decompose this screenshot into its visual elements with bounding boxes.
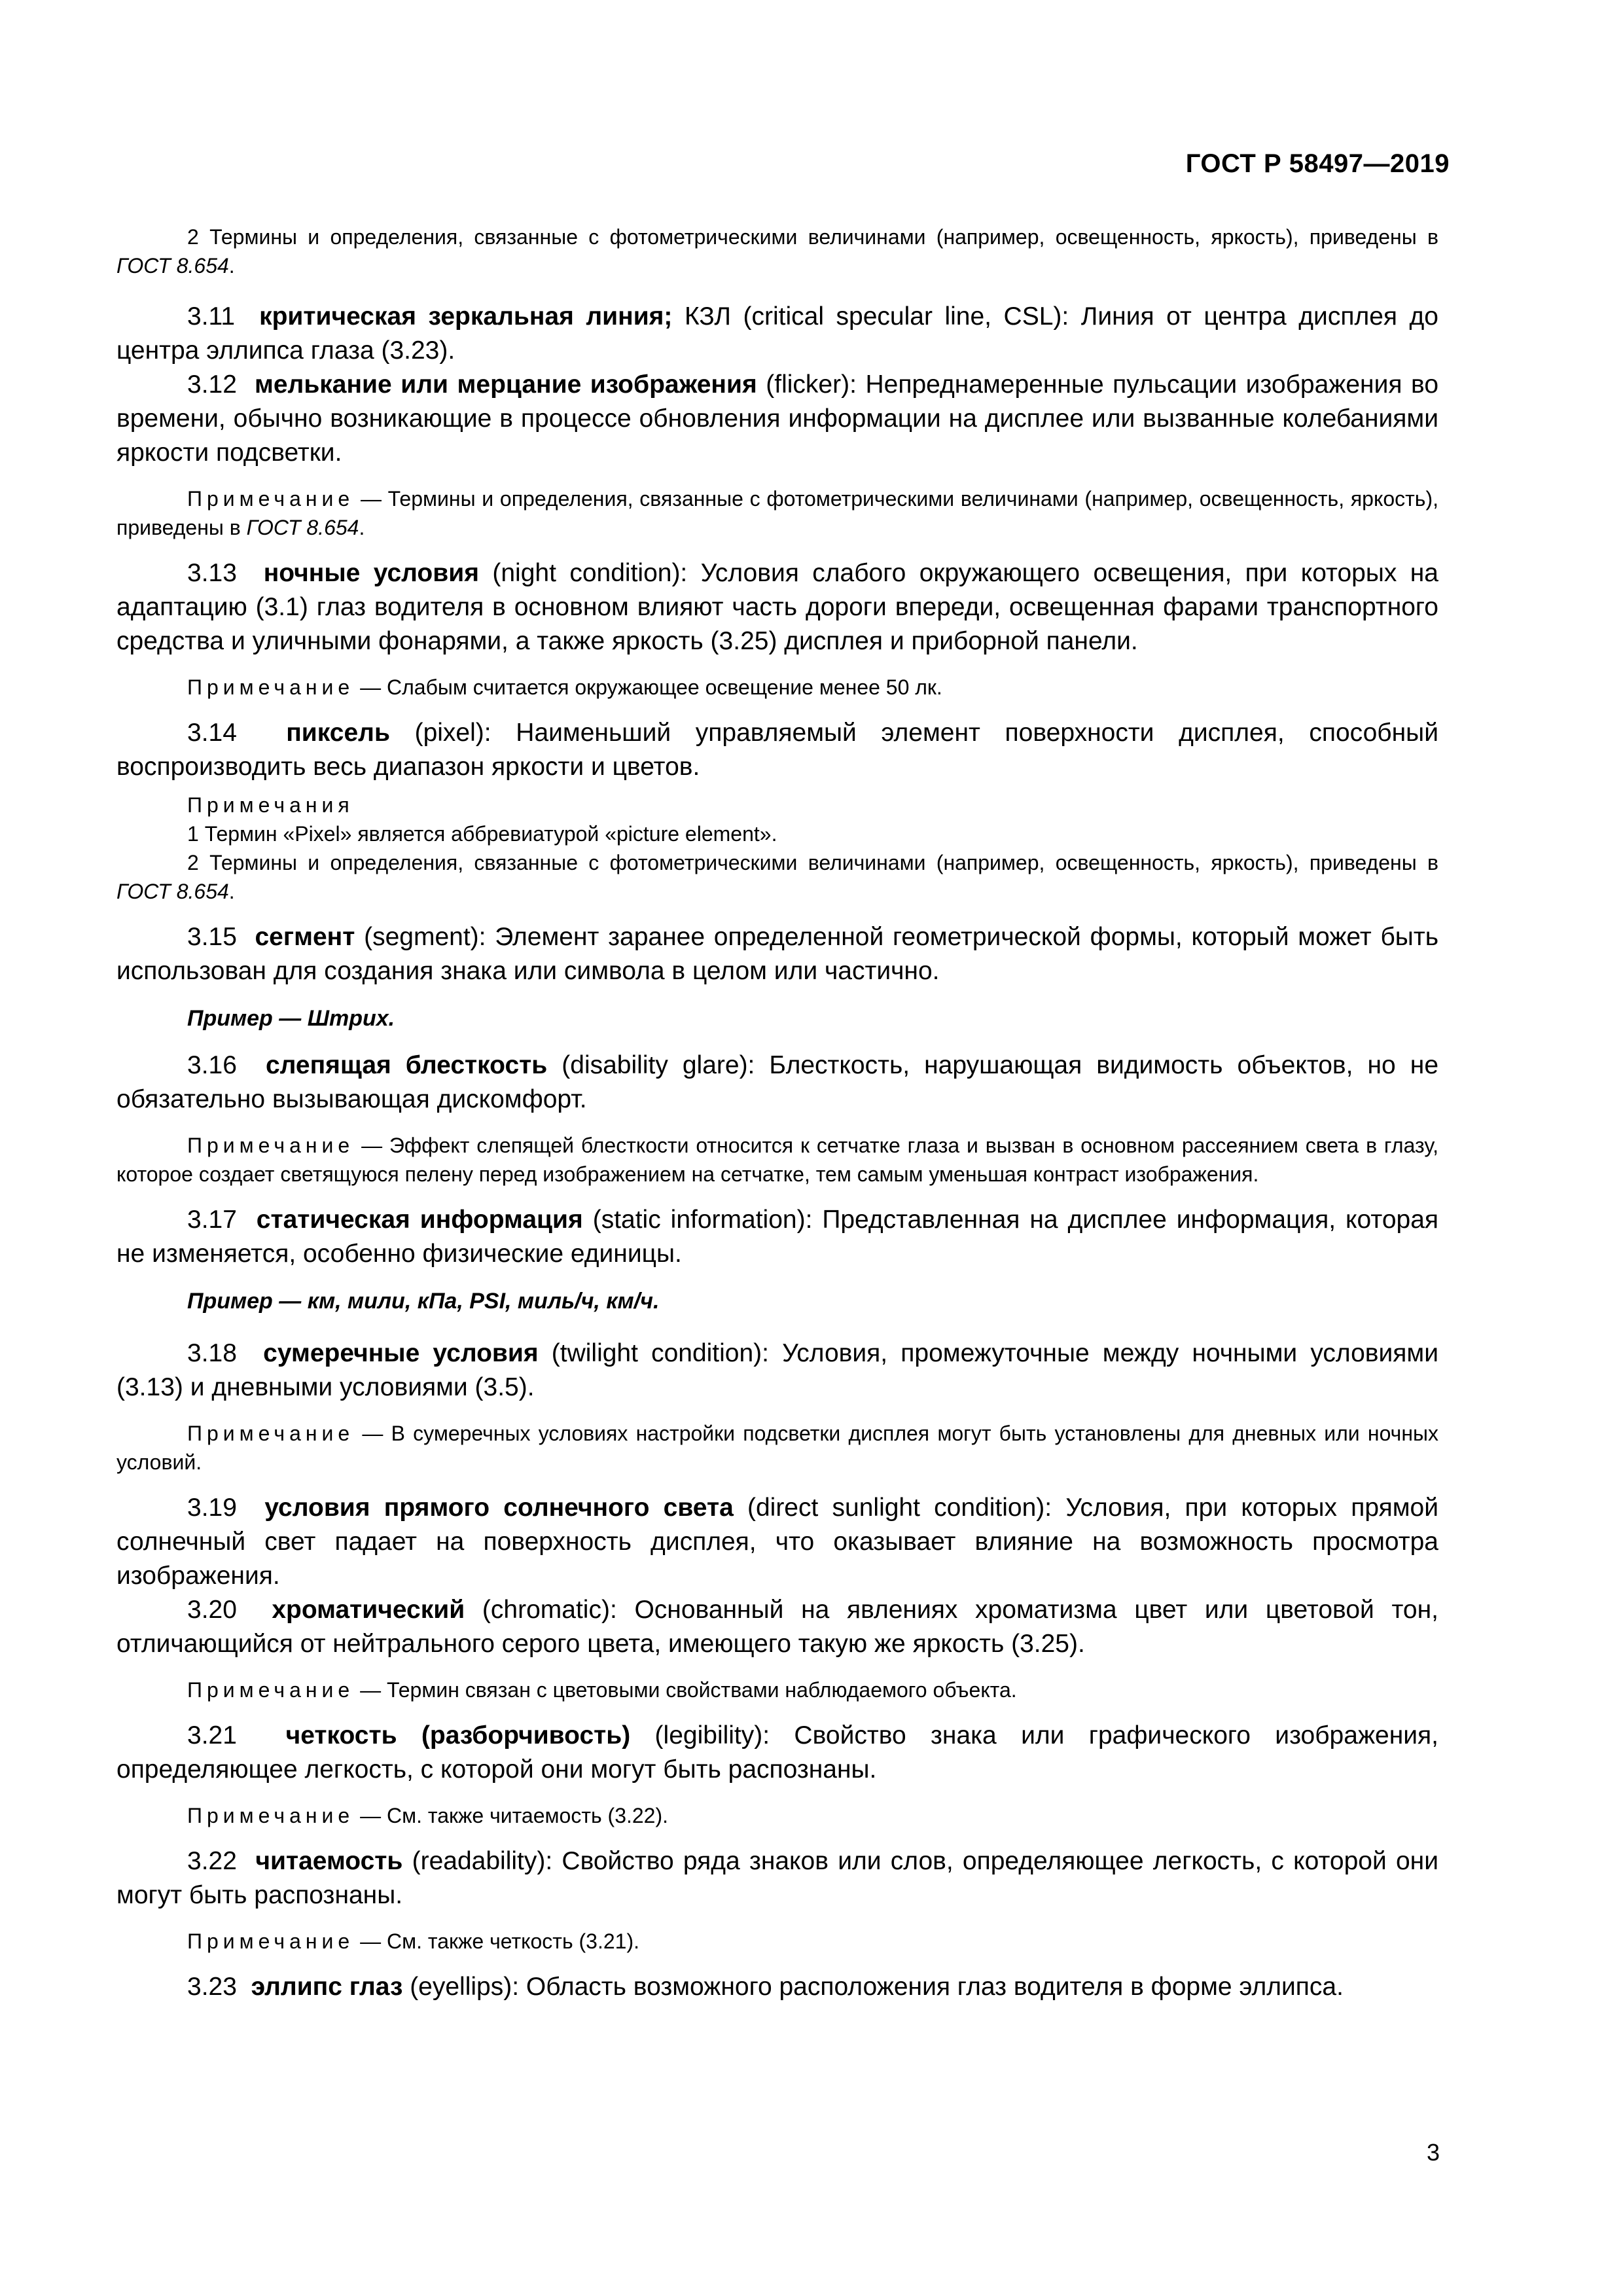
term-name: пиксель bbox=[286, 719, 390, 747]
note-3-13 bbox=[116, 673, 1438, 702]
note-text: — Слабым считается окружающее освещение менее 50 лк. bbox=[354, 675, 942, 699]
term-number: 3.19 bbox=[187, 1494, 237, 1522]
note-3-21 bbox=[116, 1801, 1438, 1830]
term-name: условия прямого солнечного света bbox=[264, 1494, 734, 1522]
note-text: 2 Термины и определения, связанные с фотометрическими величинами (например, освещенность, яркость), приведены в bbox=[187, 851, 1438, 874]
term-name: читаемость bbox=[255, 1847, 403, 1875]
note-label: Примечания bbox=[187, 793, 354, 817]
note-label: Примечание bbox=[187, 1678, 355, 1702]
term-number: 3.16 bbox=[187, 1051, 237, 1079]
term-3-20 bbox=[116, 1593, 1438, 1661]
term-definition: (direct sunlight condition): Условия, при которых прямой солнечный свет падает на поверхность дисплея, что оказывает влияние на возможность просмотра изображения. bbox=[116, 1494, 1438, 1590]
note-3-22 bbox=[116, 1927, 1438, 1956]
note-label: Примечание bbox=[187, 487, 355, 511]
term-name: хроматический bbox=[272, 1596, 465, 1624]
term-3-11 bbox=[116, 300, 1438, 368]
note-label: Примечание bbox=[187, 1422, 355, 1445]
note-3-18 bbox=[116, 1419, 1438, 1477]
term-number: 3.22 bbox=[187, 1847, 237, 1875]
note-reference: ГОСТ 8.654 bbox=[246, 516, 359, 539]
term-definition: (readability): Свойство ряда знаков или слов, определяющее легкость, с которой они могут быть распознаны. bbox=[116, 1847, 1438, 1909]
term-number: 3.18 bbox=[187, 1339, 237, 1367]
term-number: 3.12 bbox=[187, 370, 237, 399]
example-3-17: Пример — км, мили, кПа, PSI, миль/ч, км/ч. bbox=[187, 1289, 660, 1314]
term-3-19 bbox=[116, 1491, 1438, 1593]
note-3-12: Примечание — Термины и определения, связанные с фотометрическими величинами (например, освещенность, яркость), приведены в ГОСТ 8.654. bbox=[116, 487, 1438, 539]
note-text: — Эффект слепящей блесткости относится к сетчатке глаза и вызван в основном рассеянием света в глазу, которое создает светящуюся пелену перед изображением на сетчатке, тем самым уменьшая контраст изображения. bbox=[116, 1134, 1438, 1186]
note-label: Примечание bbox=[187, 1134, 355, 1157]
term-name: ночные условия bbox=[263, 559, 479, 587]
term-number: 3.14 bbox=[187, 719, 237, 747]
note-text: — Термины и определения, связанные с фотометрическими величинами (например, освещенность, яркость), приведены в bbox=[116, 487, 1438, 539]
note-3-14-item-1: 1 Термин «Pixel» является аббревиатурой «picture element». bbox=[187, 822, 777, 846]
term-number: 3.15 bbox=[187, 923, 237, 951]
note-text: — См. также четкость (3.21). bbox=[354, 1929, 639, 1953]
term-definition: (twilight condition): Условия, промежуточные между ночными условиями (3.13) и дневными условиями (3.5). bbox=[116, 1339, 1438, 1401]
note-text: — В сумеречных условиях настройки подсветки дисплея могут быть установлены для дневных или ночных условий. bbox=[116, 1422, 1438, 1474]
term-definition: (static information): Представленная на дисплее информация, которая не изменяется, особенно физические единицы. bbox=[116, 1206, 1439, 1268]
document-body bbox=[116, 223, 1438, 2004]
term-number: 3.11 bbox=[187, 302, 236, 331]
term-definition: (flicker): Непреднамеренные пульсации изображения во времени, обычно возникающие в процессе обновления информации на дисплее или вызванные колебаниями яркости подсветки. bbox=[116, 370, 1439, 467]
example-3-15: Пример — Штрих. bbox=[187, 1006, 395, 1031]
term-name: слепящая блесткость bbox=[265, 1051, 548, 1079]
term-3-12 bbox=[116, 368, 1438, 470]
term-3-22 bbox=[116, 1844, 1438, 1912]
note-text: — Термин связан с цветовыми свойствами наблюдаемого объекта. bbox=[354, 1678, 1017, 1702]
term-3-13 bbox=[116, 556, 1438, 658]
term-3-16 bbox=[116, 1049, 1438, 1117]
term-definition: (disability glare): Блесткость, нарушающая видимость объектов, но не обязательно вызывающая дискомфорт. bbox=[116, 1051, 1439, 1113]
note-3-16 bbox=[116, 1131, 1438, 1189]
page-number: 3 bbox=[1426, 2139, 1440, 2166]
note-3-14-label bbox=[116, 791, 1438, 819]
term-definition: (eyellips): Область возможного расположения глаз водителя в форме эллипса. bbox=[402, 1973, 1344, 2001]
term-number: 3.20 bbox=[187, 1596, 237, 1624]
note-text: — См. также читаемость (3.22). bbox=[354, 1804, 669, 1827]
note-reference: ГОСТ 8.654 bbox=[116, 880, 229, 903]
term-definition: (pixel): Наименьший управляемый элемент поверхности дисплея, способный воспроизводить весь диапазон яркости и цветов. bbox=[116, 719, 1438, 781]
term-name: эллипс глаз bbox=[251, 1973, 403, 2001]
note-3-20 bbox=[116, 1676, 1438, 1704]
term-name: четкость (разборчивость) bbox=[285, 1721, 631, 1749]
term-3-17 bbox=[116, 1203, 1438, 1271]
term-number: 3.17 bbox=[187, 1206, 237, 1234]
term-definition: (chromatic): Основанный на явлениях хроматизма цвет или цветовой тон, отличающийся от нейтрального серого цвета, имеющего такую же яркость (3.25). bbox=[116, 1596, 1438, 1658]
note-label: Примечание bbox=[187, 675, 355, 699]
term-name: сегмент bbox=[255, 923, 355, 951]
term-definition: (night condition): Условия слабого окружающего освещения, при которых на адаптацию (3.1) глаз водителя в основном влияют часть дороги впереди, освещенная фарами транспортного средства и уличными фонарями, а также яркость (3.25) дисплея и приборной панели. bbox=[116, 559, 1438, 655]
term-name: сумеречные условия bbox=[263, 1339, 539, 1367]
term-3-14 bbox=[116, 716, 1438, 784]
note-3-14-item-2: 2 Термины и определения, связанные с фотометрическими величинами (например, освещенность, яркость), приведены в ГОСТ 8.654. bbox=[116, 851, 1438, 903]
term-definition: КЗЛ (critical specular line, CSL): Линия от центра дисплея до центра эллипса глаза (3.23). bbox=[116, 302, 1438, 365]
term-3-18 bbox=[116, 1336, 1438, 1405]
term-number: 3.21 bbox=[187, 1721, 237, 1749]
note-label: Примечание bbox=[187, 1929, 355, 1953]
term-number: 3.13 bbox=[187, 559, 237, 587]
document-header: ГОСТ Р 58497—2019 bbox=[1185, 149, 1450, 178]
term-name: мелькание или мерцание изображения bbox=[255, 370, 757, 399]
term-definition: (legibility): Свойство знака или графического изображения, определяющее легкость, с которой они могут быть распознаны. bbox=[116, 1721, 1438, 1784]
note-continuation: 2 Термины и определения, связанные с фотометрическими величинами (например, освещенность, яркость), приведены в ГОСТ 8.654. bbox=[116, 225, 1438, 278]
term-name: критическая зеркальная линия; bbox=[259, 302, 673, 331]
term-3-15 bbox=[116, 920, 1438, 988]
term-3-23 bbox=[116, 1970, 1438, 2004]
note-reference: ГОСТ 8.654 bbox=[116, 254, 229, 278]
note-text: 2 Термины и определения, связанные с фотометрическими величинами (например, освещенность, яркость), приведены в bbox=[187, 225, 1438, 249]
term-number: 3.23 bbox=[187, 1973, 237, 2001]
term-name: статическая информация bbox=[256, 1206, 583, 1234]
note-label: Примечание bbox=[187, 1804, 355, 1827]
term-definition: (segment): Элемент заранее определенной геометрической формы, который может быть использован для создания знака или символа в целом или частично. bbox=[116, 923, 1439, 985]
term-3-21 bbox=[116, 1719, 1438, 1787]
